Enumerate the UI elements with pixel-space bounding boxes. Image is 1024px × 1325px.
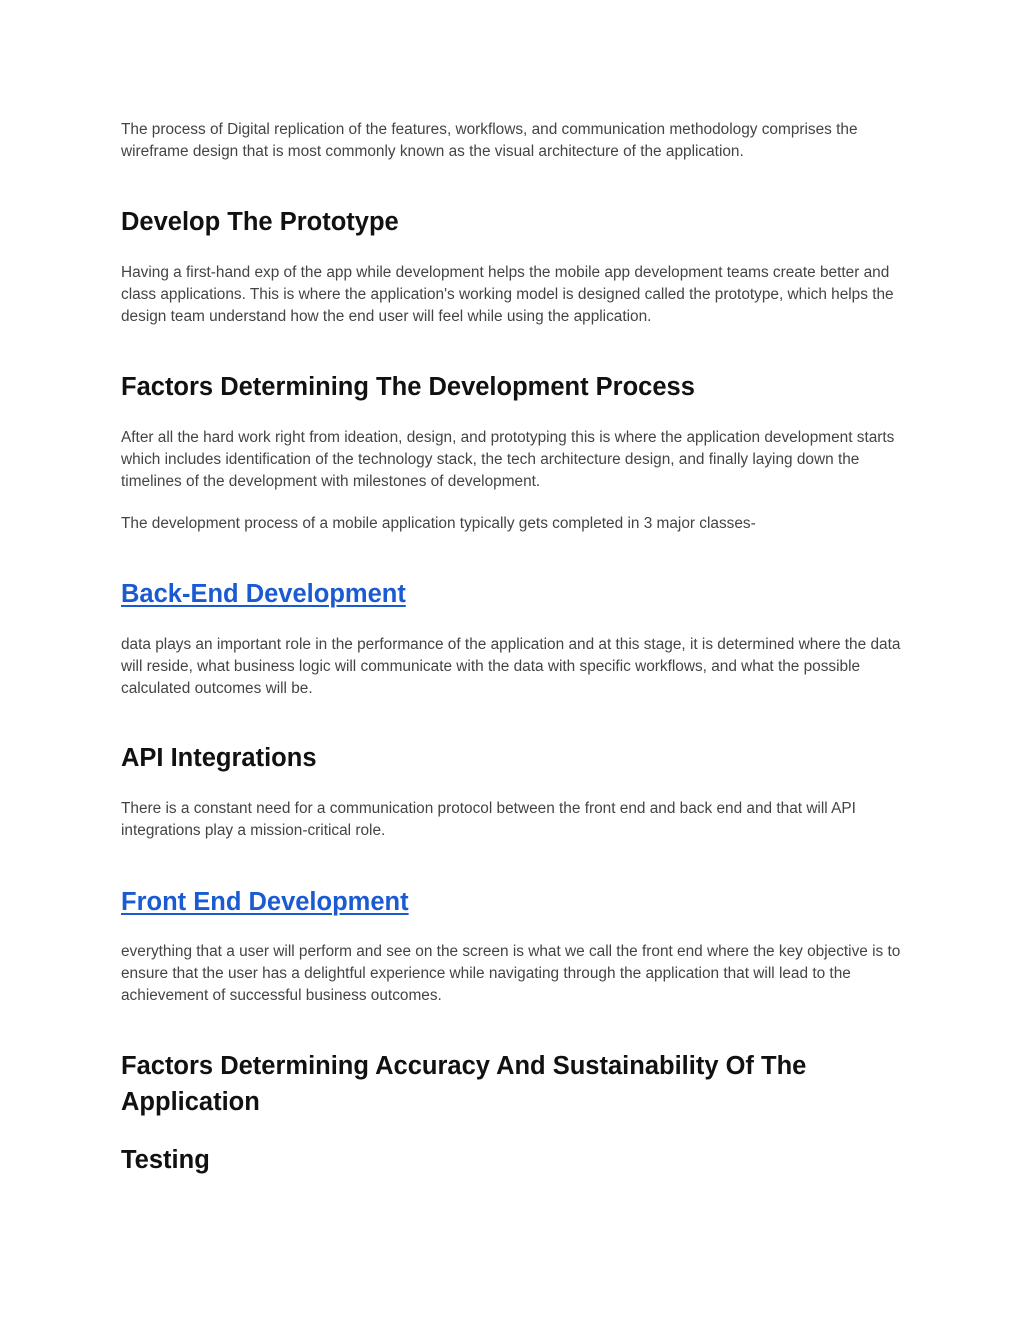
paragraph-front-end: everything that a user will perform and see on the screen is what we call the front end where the key objective is to ensure that the user has a delightful experience while navigating through the application that will lead to the achievement of successful business outcomes. — [121, 943, 901, 1005]
paragraph-back-end: data plays an important role in the performance of the application and at this stage, it is determined where the data will reside, what business logic will communicate with the data with specific workflows, and what the possible calculated outcomes will be. — [121, 636, 901, 698]
heading-factors-development-process: Factors Determining The Development Process — [121, 373, 695, 401]
paragraph-factors-development-2: The development process of a mobile application typically gets completed in 3 major classes- — [121, 515, 756, 532]
front-end-development-link[interactable]: Front End Development — [121, 888, 409, 916]
paragraph-develop-prototype: Having a first-hand exp of the app while development helps the mobile app development teams create better and class applications. This is where the application's working model is designed called the prototype, which helps the design team understand how the end user will feel while using the application. — [121, 264, 894, 326]
heading-api-integrations: API Integrations — [121, 744, 317, 772]
intro-paragraph: The process of Digital replication of the features, workflows, and communication methodology comprises the wireframe design that is most commonly known as the visual architecture of the application. — [121, 121, 858, 161]
heading-develop-prototype: Develop The Prototype — [121, 208, 399, 236]
paragraph-factors-development-1: After all the hard work right from ideation, design, and prototyping this is where the application development starts which includes identification of the technology stack, the tech architecture design, and finally laying down the timelines of the development with milestones of development. — [121, 429, 895, 491]
heading-factors-accuracy-sustainability: Factors Determining Accuracy And Sustainability Of The Application — [121, 1052, 807, 1116]
heading-testing: Testing — [121, 1146, 210, 1174]
paragraph-api-integrations: There is a constant need for a communication protocol between the front end and back end and that will API integrations play a mission-critical role. — [121, 800, 856, 840]
back-end-development-link[interactable]: Back-End Development — [121, 580, 406, 608]
